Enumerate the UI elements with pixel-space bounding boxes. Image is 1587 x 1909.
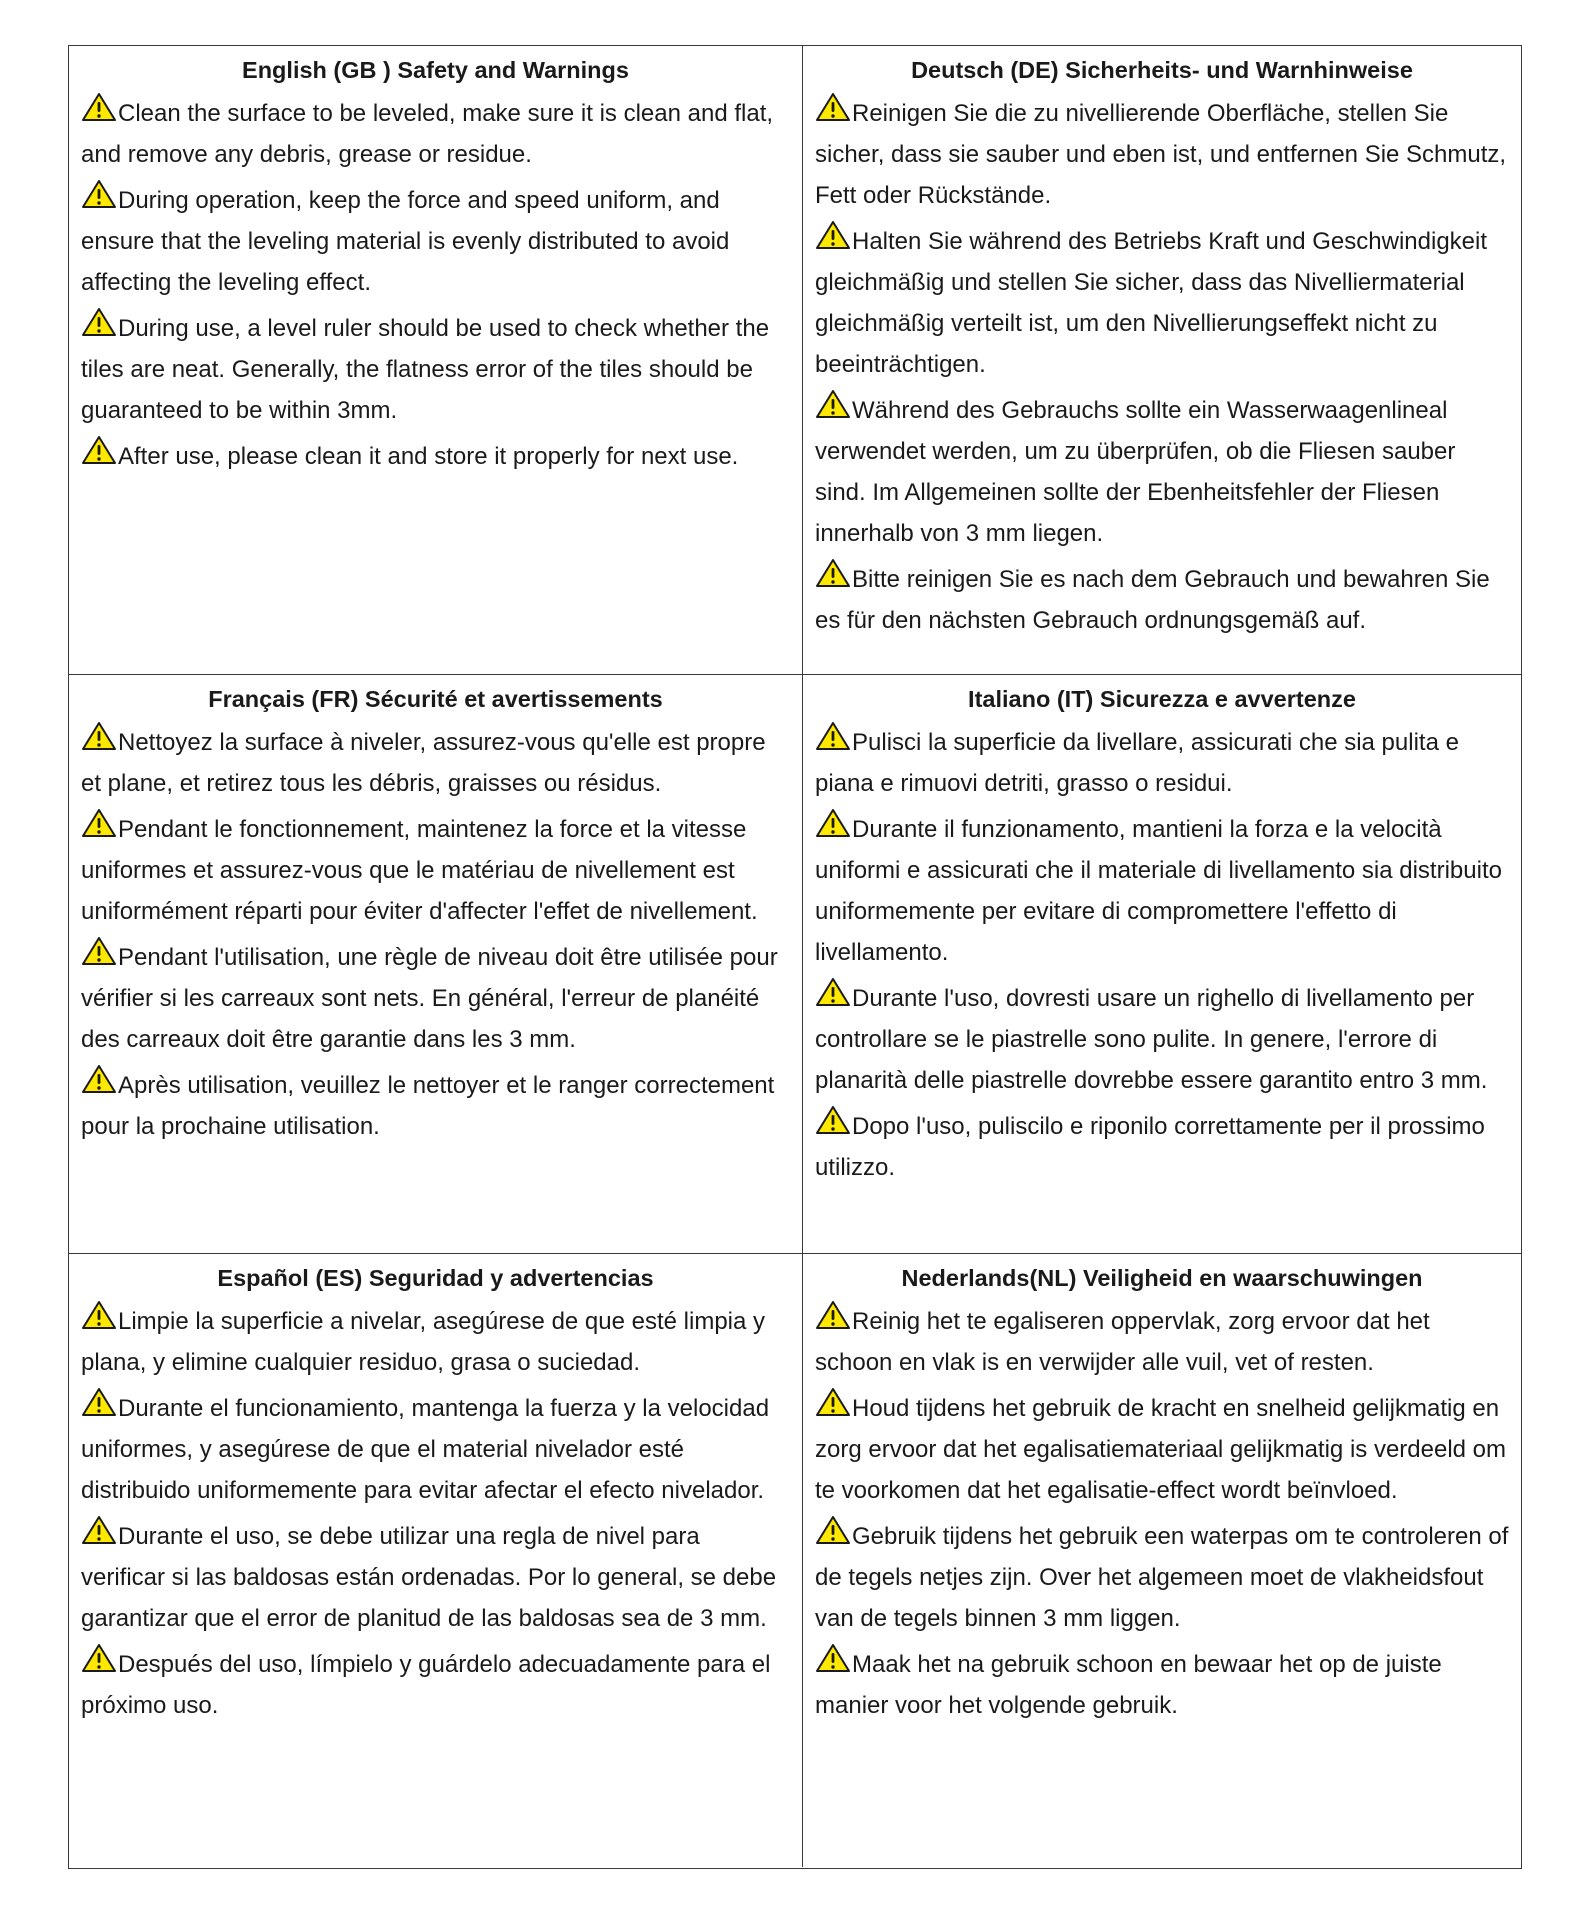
warning-item: Maak het na gebruik schoon en bewaar het op de juiste manier voor het volgende gebruik. bbox=[815, 1643, 1509, 1726]
section-title: Nederlands(NL) Veiligheid en waarschuwingen bbox=[901, 1265, 1423, 1291]
warning-item: Limpie la superficie a nivelar, asegúrese de que esté limpia y plana, y elimine cualquier residuo, grasa o suciedad. bbox=[81, 1300, 790, 1383]
warning-triangle-icon bbox=[81, 1643, 117, 1673]
warning-item: After use, please clean it and store it properly for next use. bbox=[81, 435, 790, 477]
section-fr bbox=[69, 675, 803, 1254]
section-it bbox=[803, 675, 1521, 1254]
warning-triangle-icon bbox=[81, 92, 117, 122]
warning-triangle-icon bbox=[815, 1387, 851, 1417]
section-de bbox=[803, 46, 1521, 675]
warning-triangle-icon bbox=[81, 936, 117, 966]
warning-triangle-icon bbox=[815, 1515, 851, 1545]
section-title: Español (ES) Seguridad y advertencias bbox=[217, 1265, 654, 1291]
section-es bbox=[69, 1254, 803, 1867]
section-en bbox=[69, 46, 803, 675]
warning-item: Halten Sie während des Betriebs Kraft und Geschwindigkeit gleichmäßig und stellen Sie sicher, dass das Nivelliermaterial gleichmäßig verteilt ist, um den Nivellierungseffekt nicht zu beeinträchtigen. bbox=[815, 220, 1509, 385]
warning-triangle-icon bbox=[81, 435, 117, 465]
warning-triangle-icon bbox=[815, 558, 851, 588]
warning-triangle-icon bbox=[81, 808, 117, 838]
warning-triangle-icon bbox=[815, 977, 851, 1007]
warning-triangle-icon bbox=[815, 1643, 851, 1673]
warning-item: Pendant le fonctionnement, maintenez la force et la vitesse uniformes et assurez-vous que le matériau de nivellement est uniformément réparti pour éviter d'affecter l'effet de nivellement. bbox=[81, 808, 790, 932]
warning-item: Dopo l'uso, puliscilo e riponilo correttamente per il prossimo utilizzo. bbox=[815, 1105, 1509, 1188]
warning-item: Durante il funzionamento, mantieni la forza e la velocità uniformi e assicurati che il materiale di livellamento sia distribuito uniformemente per evitare di compromettere l'effetto di livellamento. bbox=[815, 808, 1509, 973]
section-title: Italiano (IT) Sicurezza e avvertenze bbox=[968, 686, 1356, 712]
warning-triangle-icon bbox=[815, 92, 851, 122]
warning-triangle-icon bbox=[815, 808, 851, 838]
warning-triangle-icon bbox=[81, 307, 117, 337]
warning-triangle-icon bbox=[81, 1387, 117, 1417]
safety-warnings-table bbox=[68, 45, 1522, 1869]
warning-item: Während des Gebrauchs sollte ein Wasserwaagenlineal verwendet werden, um zu überprüfen, ob die Fliesen sauber sind. Im Allgemeinen sollte der Ebenheitsfehler der Fliesen innerhalb von 3 mm liegen. bbox=[815, 389, 1509, 554]
warning-item: Clean the surface to be leveled, make sure it is clean and flat, and remove any debris, grease or residue. bbox=[81, 92, 790, 175]
section-title: Français (FR) Sécurité et avertissements bbox=[208, 686, 663, 712]
warning-triangle-icon bbox=[815, 389, 851, 419]
warning-triangle-icon bbox=[815, 721, 851, 751]
warning-item: Bitte reinigen Sie es nach dem Gebrauch und bewahren Sie es für den nächsten Gebrauch ordnungsgemäß auf. bbox=[815, 558, 1509, 641]
warning-item: Après utilisation, veuillez le nettoyer et le ranger correctement pour la prochaine utilisation. bbox=[81, 1064, 790, 1147]
warning-item: Reinig het te egaliseren oppervlak, zorg ervoor dat het schoon en vlak is en verwijder alle vuil, vet of resten. bbox=[815, 1300, 1509, 1383]
warning-item: Pendant l'utilisation, une règle de niveau doit être utilisée pour vérifier si les carreaux sont nets. En général, l'erreur de planéité des carreaux doit être garantie dans les 3 mm. bbox=[81, 936, 790, 1060]
warning-item: During operation, keep the force and speed uniform, and ensure that the leveling material is evenly distributed to avoid affecting the leveling effect. bbox=[81, 179, 790, 303]
warning-item: Reinigen Sie die zu nivellierende Oberfläche, stellen Sie sicher, dass sie sauber und eben ist, und entfernen Sie Schmutz, Fett oder Rückstände. bbox=[815, 92, 1509, 216]
section-title: Deutsch (DE) Sicherheits- und Warnhinweise bbox=[911, 57, 1413, 83]
warning-item: Nettoyez la surface à niveler, assurez-vous qu'elle est propre et plane, et retirez tous les débris, graisses ou résidus. bbox=[81, 721, 790, 804]
warning-triangle-icon bbox=[81, 721, 117, 751]
warning-triangle-icon bbox=[81, 1300, 117, 1330]
warning-item: Houd tijdens het gebruik de kracht en snelheid gelijkmatig en zorg ervoor dat het egalisatiemateriaal gelijkmatig is verdeeld om te voorkomen dat het egalisatie-effect wordt beïnvloed. bbox=[815, 1387, 1509, 1511]
warning-item: During use, a level ruler should be used to check whether the tiles are neat. Generally, the flatness error of the tiles should be guaranteed to be within 3mm. bbox=[81, 307, 790, 431]
warning-item: Gebruik tijdens het gebruik een waterpas om te controleren of de tegels netjes zijn. Over het algemeen moet de vlakheidsfout van de tegels binnen 3 mm liggen. bbox=[815, 1515, 1509, 1639]
warning-triangle-icon bbox=[815, 1105, 851, 1135]
warning-triangle-icon bbox=[81, 1064, 117, 1094]
warning-item: Pulisci la superficie da livellare, assicurati che sia pulita e piana e rimuovi detriti, grasso o residui. bbox=[815, 721, 1509, 804]
warning-item: Durante l'uso, dovresti usare un righello di livellamento per controllare se le piastrelle sono pulite. In genere, l'errore di planarità delle piastrelle dovrebbe essere garantito entro 3 mm. bbox=[815, 977, 1509, 1101]
warning-item: Durante el funcionamiento, mantenga la fuerza y la velocidad uniformes, y asegúrese de que el material nivelador esté distribuido uniformemente para evitar afectar el efecto nivelador. bbox=[81, 1387, 790, 1511]
warning-item: Después del uso, límpielo y guárdelo adecuadamente para el próximo uso. bbox=[81, 1643, 790, 1726]
warning-triangle-icon bbox=[815, 220, 851, 250]
section-nl bbox=[803, 1254, 1521, 1867]
warning-triangle-icon bbox=[81, 1515, 117, 1545]
warning-triangle-icon bbox=[81, 179, 117, 209]
warning-item: Durante el uso, se debe utilizar una regla de nivel para verificar si las baldosas están ordenadas. Por lo general, se debe garantizar que el error de planitud de las baldosas sea de 3 mm. bbox=[81, 1515, 790, 1639]
section-title: English (GB ) Safety and Warnings bbox=[242, 57, 629, 83]
warning-triangle-icon bbox=[815, 1300, 851, 1330]
